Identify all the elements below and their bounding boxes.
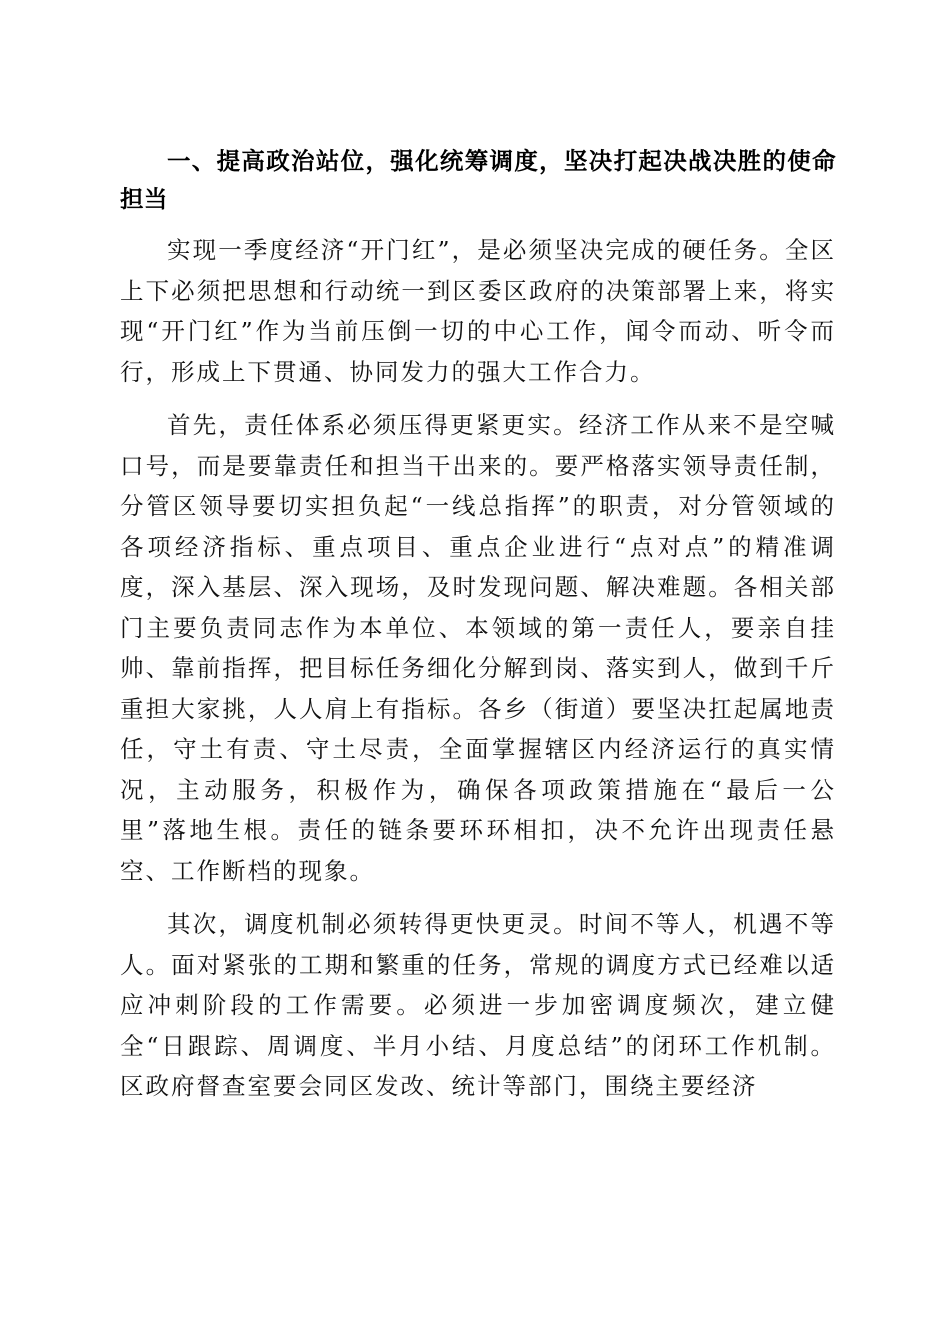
paragraph-scheduling-mechanism: 其次，调度机制必须转得更快更灵。时间不等人，机遇不等人。面对紧张的工期和繁重的任务，常规的调度方式已经难以适应冲刺阶段的工作需要。必须进一步加密调度频次，建立健全“日跟踪、周调度、半月小结、月度总结”的闭环工作机制。区政府督查室要会同区发改、统计等部门，围绕主要经济 [120, 910, 836, 1100]
paragraph-target-overview: 实现一季度经济“开门红”，是必须坚决完成的硬任务。全区上下必须把思想和行动统一到区委区政府的决策部署上来，将实现“开门红”作为当前压倒一切的中心工作，闻令而动、听令而行，形成上下贯通、协同发力的强大工作合力。 [120, 236, 836, 386]
paragraph-responsibility-system: 首先，责任体系必须压得更紧更实。经济工作从来不是空喊口号，而是要靠责任和担当干出来的。要严格落实领导责任制，分管区领导要切实担负起“一线总指挥”的职责，对分管领域的各项经济指标、重点项目、重点企业进行“点对点”的精准调度，深入基层、深入现场，及时发现问题、解决难题。各相关部门主要负责同志作为本单位、本领域的第一责任人，要亲自挂帅、靠前指挥，把目标任务细化分解到岗、落实到人，做到千斤重担大家挑，人人肩上有指标。各乡（街道）要坚决扛起属地责任，守土有责、守土尽责，全面掌握辖区内经济运行的真实情况，主动服务，积极作为，确保各项政策措施在“最后一公里”落地生根。责任的链条要环环相扣，决不允许出现责任悬空、工作断档的现象。 [120, 411, 836, 885]
document-page [120, 142, 836, 1107]
section-heading: 一、提高政治站位，强化统筹调度，坚决打起决战决胜的使命担当 [120, 147, 836, 213]
